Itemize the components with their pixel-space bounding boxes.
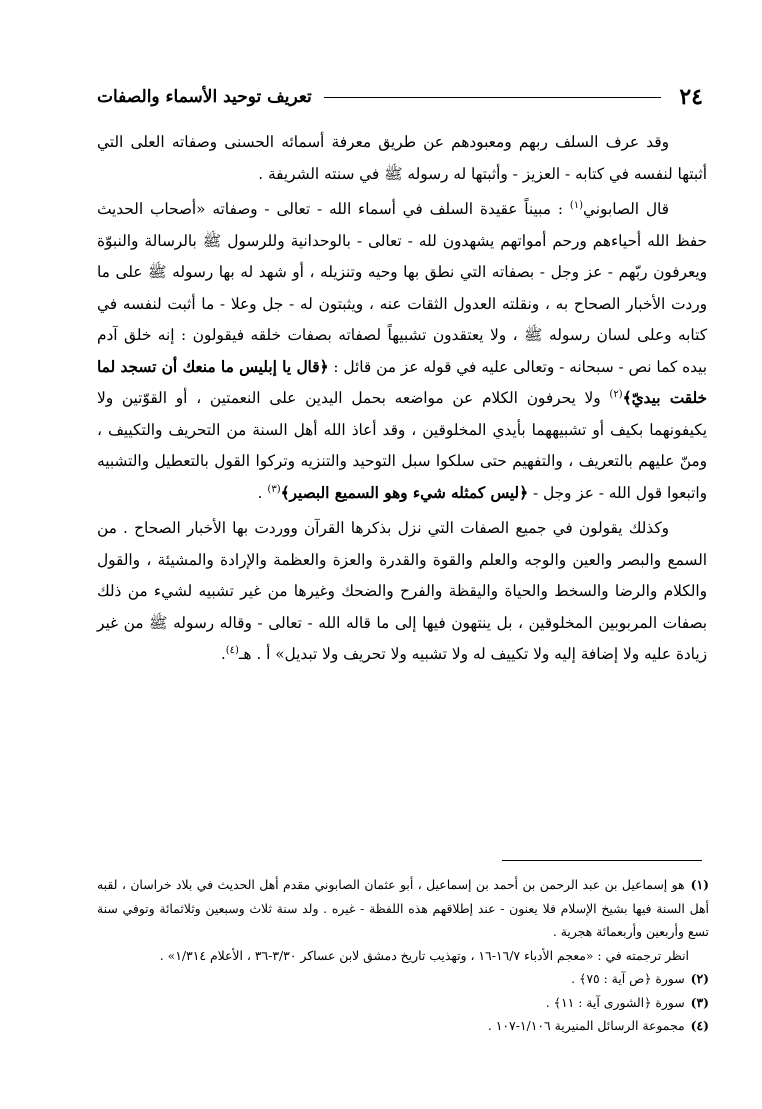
footnote-text: هو إسماعيل بن عبد الرحمن بن أحمد بن إسماعيل ، أبو عثمان الصابوني مقدم أهل الحديث في بلاد خراسان ، لقبه أهل السنة فيها بشيخ الإسلام فلا يعنون - عند إطلاقهم هذه اللفظة - غيره . ولد سنة ثلاث وسبعين وثلاثمائة وتوفي سنة تسع وأربعين وأربعمائة هجرية . bbox=[97, 877, 709, 939]
quran-verse-2: ﴿ليس كمثله شيء وهو السميع البصير﴾ bbox=[280, 483, 529, 502]
footnote-separator bbox=[502, 860, 702, 861]
paragraph-2 bbox=[97, 194, 707, 509]
paragraph-3 bbox=[97, 513, 707, 671]
footnotes bbox=[97, 873, 709, 1038]
footnote-ref-3: (٣) bbox=[267, 483, 281, 495]
footnote-1 bbox=[97, 873, 709, 944]
footnote-ref-2: (٢) bbox=[609, 388, 623, 400]
footnote-number: (٣) bbox=[690, 994, 709, 1010]
footnote-ref-1: (١) bbox=[569, 199, 584, 211]
footnote-4 bbox=[97, 1014, 709, 1038]
footnote-number: (٤) bbox=[690, 1018, 709, 1033]
footnote-ref-4: (٤) bbox=[225, 644, 239, 656]
footnote-2 bbox=[97, 967, 709, 991]
footnote-text: سورة ﴿الشورى آية : ١١﴾ . bbox=[545, 994, 685, 1010]
paragraph-2-end: . bbox=[257, 483, 263, 502]
page-header bbox=[97, 82, 703, 112]
footnote-3 bbox=[97, 991, 709, 1015]
running-title: تعريف توحيد الأسماء والصفات bbox=[97, 87, 312, 107]
footnote-text: مجموعة الرسائل المنيرية ١/١٠٦-١٠٧ . bbox=[487, 1018, 685, 1033]
paragraph-2-text-a: : مبيناً عقيدة السلف في أسماء الله - تعالى - وصفاته «أصحاب الحديث حفظ الله أحياءهم ورحم أمواتهم يشهدون لله - تعالى - بالوحدانية وللرسول ﷺ بالرسالة والنبوّة ويعرفون ربّهم - عز وجل - بصفاته التي نطق بها وحيه وتنزيله ، أو شهد له بها رسوله ﷺ على ما وردت الأخبار الصحاح به ، ونقلته العدول الثقات عنه ، ويثبتون له - جل وعلا - ما أثبت لنفسه في كتابه وعلى لسان رسوله ﷺ ، ولا يعتقدون تشبيهاً لصفاته بصفات خلقه فيقولون : إنه خلق آدم بيده كما نص - سبحانه - وتعالى عليه في قوله عز من قائل : bbox=[97, 200, 707, 376]
footnote-text: سورة ﴿ص آية : ٧٥﴾ . bbox=[571, 971, 685, 986]
page-number: ٢٤ bbox=[679, 84, 703, 110]
quran-verse-1: ﴿قال يا إبليس ما منعك أن تسجد لما خلقت بيديّ﴾ bbox=[97, 357, 707, 407]
footnote-number: (٢) bbox=[690, 971, 709, 986]
footnote-1-continuation: انظر ترجمته في : «معجم الأدباء ١٦/٧-١٦ ، وتهذيب تاريخ دمشق لابن عساكر ٣/٣٠-٣٦ ، الأعلام ١/٣١٤» . bbox=[159, 947, 689, 963]
paragraph-2-lead: قال الصابوني bbox=[583, 200, 669, 218]
paragraph-1: وقد عرف السلف ربهم ومعبودهم عن طريق معرفة أسمائه الحسنى وصفاته العلى التي أثبتها لنفسه في كتابه - العزيز - وأثبتها له رسوله ﷺ في سنته الشريفة . bbox=[97, 133, 707, 183]
paragraph-3-end: . bbox=[220, 645, 226, 663]
footnote-number: (١) bbox=[690, 877, 709, 892]
paragraph-2-text-b: ولا يحرفون الكلام عن مواضعه بحمل اليدين على النعمتين ، أو القوّتين ولا يكيفونهما بكيف أو تشبيههما بأيدي المخلوقين ، وقد أعاذ الله أهل السنة من التحريف والتكييف ، ومنّ عليهم بالتعريف ، والتفهيم حتى سلكوا سبل التوحيد والتنزيه وتركوا القول بالتعطيل والتشبيه واتبعوا قول الله - عز وجل - bbox=[97, 389, 707, 502]
main-text bbox=[97, 127, 707, 671]
header-rule bbox=[324, 97, 662, 98]
paragraph-3-text: وكذلك يقولون في جميع الصفات التي نزل بذكرها القرآن ووردت بها الأخبار الصحاح . من السمع والبصر والعين والوجه والعلم والقوة والقدرة والعزة والعظمة والإرادة والمشيئة ، والقول والكلام والرضا والسخط والحياة واليقظة والفرح والضحك وغيرها من غير تشبيه لشيء من ذلك بصفات المربوبين المخلوقين ، بل ينتهون فيها إلى ما قاله الله - تعالى - وقاله رسوله ﷺ من غير زيادة عليه ولا إضافة إليه ولا تكييف له ولا تشبيه ولا تحريف ولا تبديل» أ . هـ bbox=[97, 519, 707, 663]
